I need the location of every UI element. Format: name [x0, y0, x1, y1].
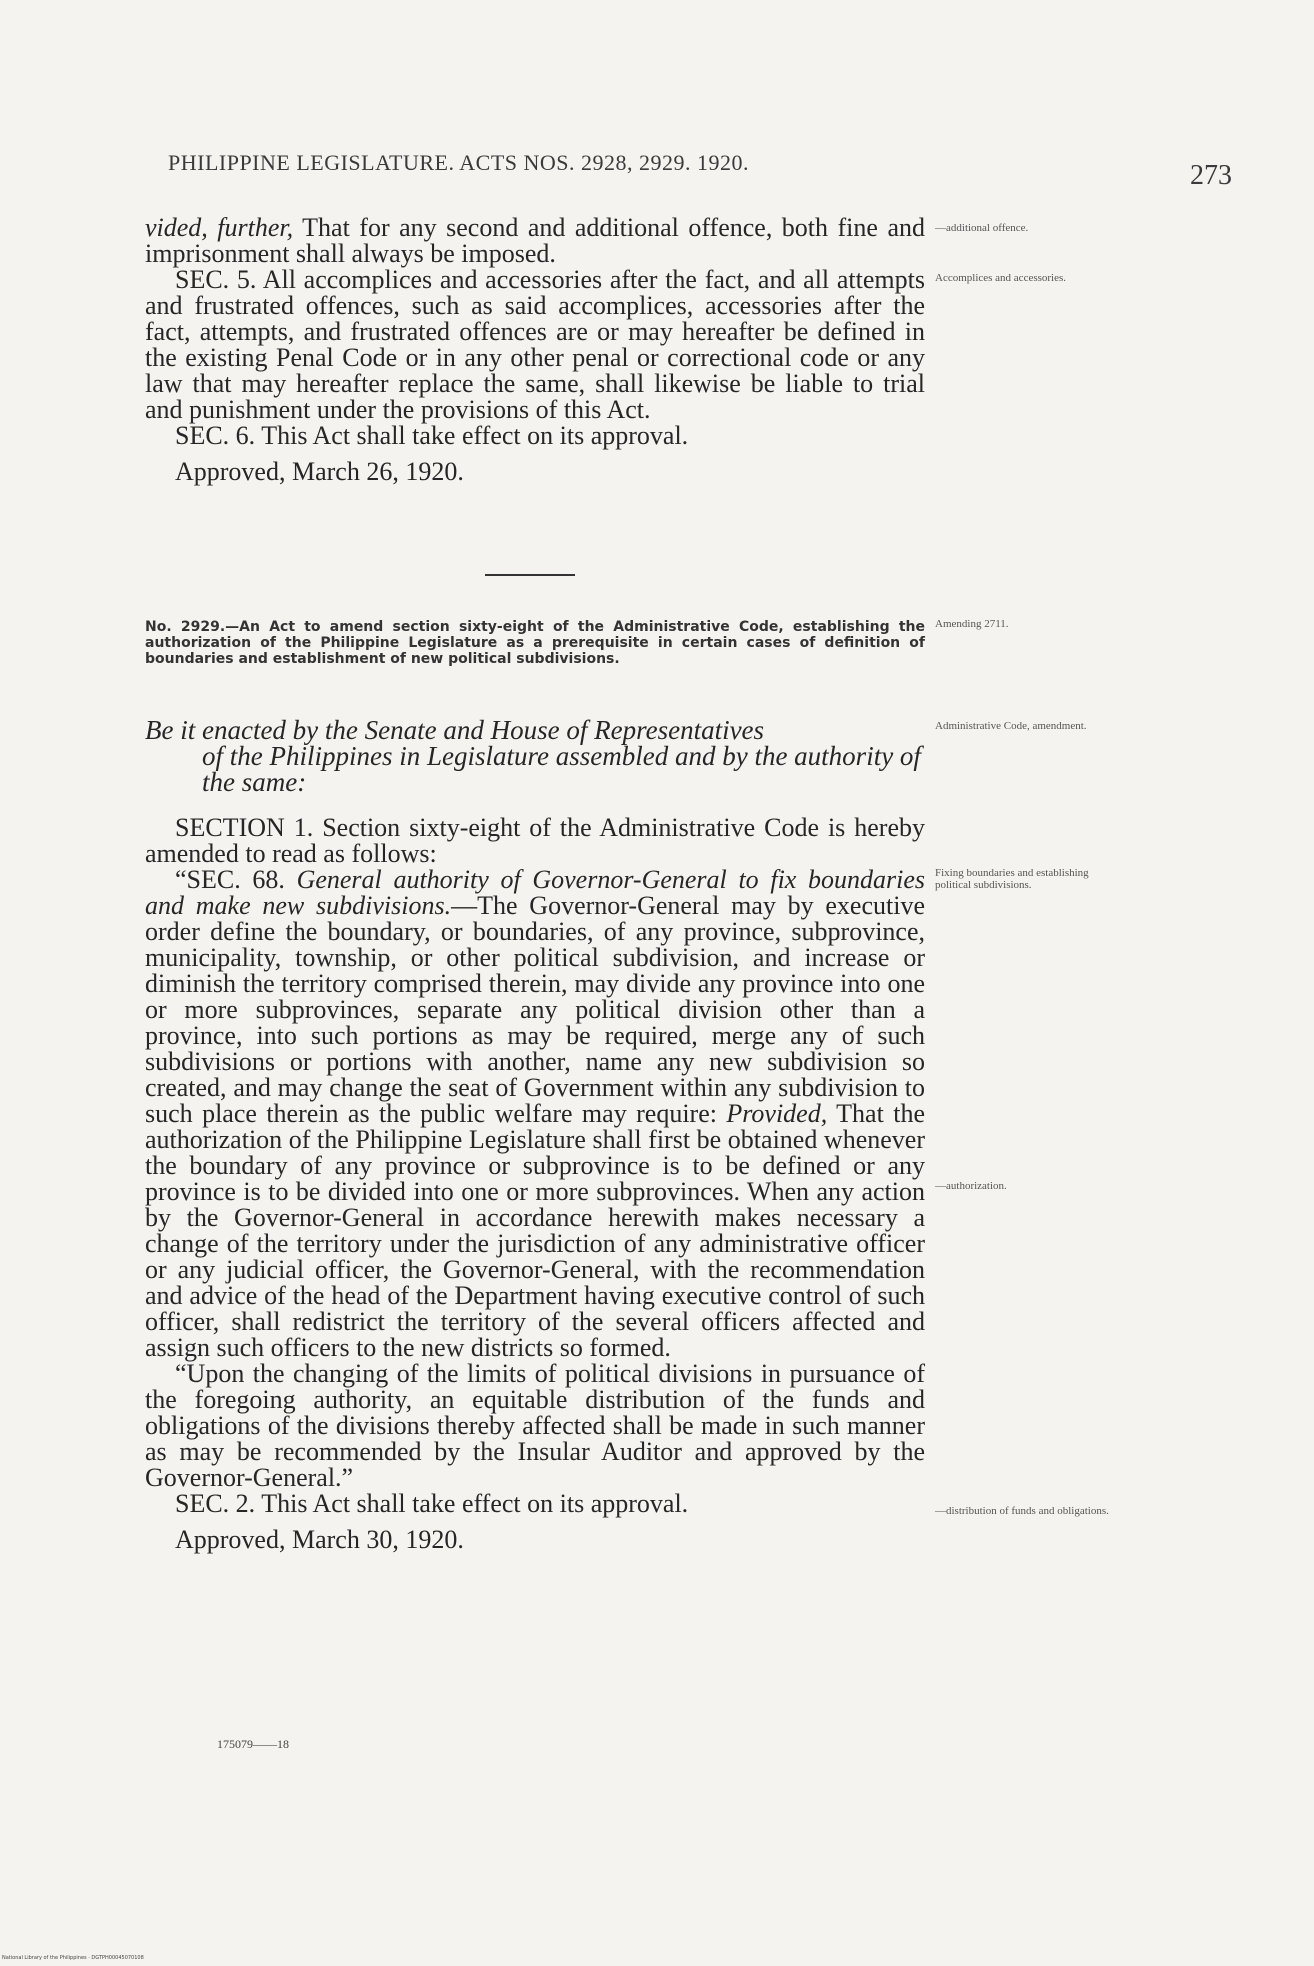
- section-5-text: All accomplices and accessories after the fact, and all attempts and frustrated offences, such as said accomplices, accessories after the fact, attempts, and frustrated offences are or may hereafter be defined in the existing Penal Code or in any other penal or correctional code or any law that may hereafter replace the same, shall likewise be liable to trial and punishment under the provisions of this Act.: [145, 265, 925, 424]
- section-68-title: General authority of Governor-General to fix boundaries and make new subdivisions.: [145, 865, 925, 920]
- section-2: [145, 1491, 925, 1517]
- section-5-label: SEC. 5.: [175, 265, 257, 294]
- section-6-label: SEC. 6.: [175, 421, 256, 450]
- act-2929-summary: No. 2929.—An Act to amend section sixty-eight of the Administrative Code, establishing the authorization of the Philippine Legislature as a prerequisite in certain cases of definition of boundaries and establishment of new political subdivisions.: [145, 619, 925, 667]
- margin-note-distribution: —distribution of funds and obligations.: [935, 1505, 1109, 1517]
- section-68-body-a: —The Governor-General may by executive order define the boundary, or boundaries, of any province, subprovince, municipality, township, or other political subdivision, and increase or diminish the territory comprised therein, may divide any province into one or more subprovinces, separate any political division other than a province, into such portions as may be required, merge any of such subdivisions or portions with another, name any new subdivision so created, and may change the seat of Government within any subdivision to such place therein as the public welfare may require:: [145, 891, 926, 1128]
- section-1-label: SECTION 1.: [175, 813, 314, 842]
- section-6: [145, 423, 925, 449]
- running-head: PHILIPPINE LEGISLATURE. ACTS NOS. 2928, 2929. 1920.: [168, 150, 750, 175]
- approval-date-2928: Approved, March 26, 1920.: [175, 457, 464, 486]
- enacting-line-1: Be it enacted by the Senate and House of Representatives: [145, 715, 765, 745]
- margin-note-amending: Amending 2711.: [935, 618, 1009, 630]
- proviso-italic: vided, further,: [145, 213, 294, 242]
- section-68-label: “SEC. 68.: [175, 865, 285, 894]
- print-code: 175079——18: [217, 1737, 289, 1751]
- section-68: [145, 867, 925, 1361]
- section-divider: [485, 574, 575, 576]
- section-5: [145, 267, 925, 423]
- section-2-text: This Act shall take effect on its approval.: [255, 1489, 689, 1518]
- margin-note-accomplices: Accomplices and accessories.: [935, 272, 1067, 284]
- section-2-label: SEC. 2.: [175, 1489, 256, 1518]
- scan-credit: National Library of the Philippines · DGTPH00045070108: [2, 1955, 144, 1961]
- approval-date-2929: Approved, March 30, 1920.: [175, 1525, 464, 1554]
- distribution-paragraph: “Upon the changing of the limits of political divisions in pursuance of the foregoing authority, an equitable distribution of the funds and obligations of the divisions thereby affected shall be made in such manner as may be recommended by the Insular Auditor and approved by the Governor-General.”: [145, 1359, 925, 1492]
- margin-note-fixing-boundaries: Fixing boundaries and establishing political subdivisions.: [935, 867, 1089, 891]
- proviso-paragraph: [145, 215, 925, 267]
- margin-note-additional-offence: —additional offence.: [935, 222, 1029, 234]
- page-number: 273: [1190, 160, 1232, 191]
- section-1-text: Section sixty-eight of the Administrative Code is hereby amended to read as follows:: [145, 813, 925, 868]
- margin-note-authorization: —authorization.: [935, 1180, 1007, 1192]
- act-2929-body: [145, 815, 925, 1553]
- act-2928-tail: [145, 215, 925, 485]
- enacting-clause: [145, 717, 925, 795]
- section-1: [145, 815, 925, 867]
- enacting-line-2: of the Philippines in Legislature assembled and by the authority of the same:: [202, 741, 921, 797]
- section-68-body-b: That the authorization of the Philippine Legislature shall first be obtained whenever the boundary of any province or subprovince is to be defined or any province is to be divided into one or more subprovinces. When any action by the Governor-General in accordance herewith makes necessary a change of the territory under the jurisdiction of any administrative officer or any judicial officer, the Governor-General, with the recommendation and advice of the head of the Department having executive control of such officer, shall redistrict the territory of the several officers affected and assign such officers to the new districts so formed.: [145, 1099, 925, 1362]
- proviso-text: That for any second and additional offence, both fine and imprisonment shall always be imposed.: [145, 213, 925, 268]
- provided-italic: Provided,: [726, 1099, 828, 1128]
- section-6-text: This Act shall take effect on its approval.: [255, 421, 689, 450]
- margin-note-admin-code: Administrative Code, amendment.: [935, 720, 1087, 732]
